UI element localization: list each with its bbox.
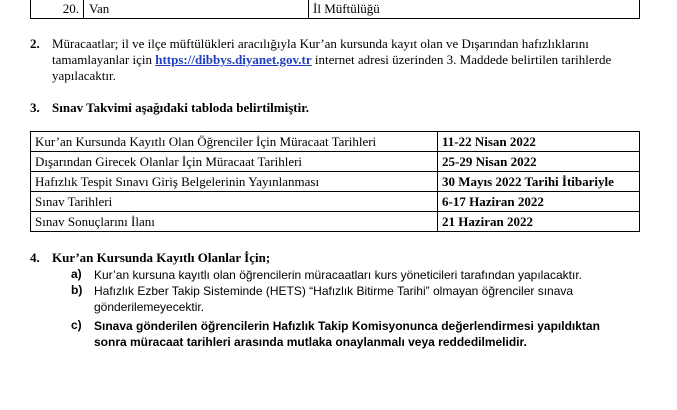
item-c-line-1: Sınava gönderilen öğrencilerin Hafızlık Takip Komisyonunca değerlendirmesi yapıldıktan: [94, 319, 600, 333]
section-2-line-3: yapılacaktır.: [52, 68, 116, 83]
exam-schedule-table: [30, 131, 640, 232]
section-3-number: 3.: [30, 100, 40, 115]
item-c-label: c): [71, 318, 82, 332]
row-province: Van: [84, 0, 309, 18]
section-4-title: Kur’an Kursunda Kayıtlı Olanlar İçin;: [52, 250, 271, 265]
schedule-date: 11-22 Nisan 2022: [438, 132, 640, 152]
section-2-line-1: Müracaatlar; il ve ilçe müftülükleri aracılığıyla Kur’an kursunda kayıt olan ve Dışarından hafızlıklarını: [52, 36, 589, 51]
section-2-number: 2.: [30, 36, 40, 51]
item-b-line-1: Hafızlık Ezber Takip Sisteminde (HETS) “Hafızlık Bitirme Tarihi” olmayan öğrenciler sınava: [94, 284, 574, 298]
item-b-label: b): [71, 283, 83, 297]
dibbys-link[interactable]: https://dibbys.diyanet.gov.tr: [155, 52, 312, 67]
table-row: [31, 212, 640, 232]
row-number: 20.: [31, 0, 84, 18]
table-row: [31, 172, 640, 192]
table-row: [31, 152, 640, 172]
item-b-line-2: gönderilemeyecektir.: [94, 300, 205, 314]
section-3-title: Sınav Takvimi aşağıdaki tabloda belirtilmiştir.: [52, 100, 310, 115]
schedule-item: Hafızlık Tespit Sınavı Giriş Belgelerinin Yayınlanması: [31, 172, 438, 192]
item-c-line-2: sonra müracaat tarihleri arasında mutlaka onaylanmalı veya reddedilmelidir.: [94, 335, 527, 349]
row-office: İl Müftülüğü: [313, 1, 380, 16]
table-row: [31, 132, 640, 152]
schedule-item: Kur’an Kursunda Kayıtlı Olan Öğrenciler İçin Müracaat Tarihleri: [31, 132, 438, 152]
schedule-item: Sınav Sonuçlarını İlanı: [31, 212, 438, 232]
item-a-text: Kur’an kursuna kayıtlı olan öğrencilerin müracaatları kurs yöneticileri tarafından yapılacaktır.: [94, 268, 583, 282]
schedule-date: 30 Mayıs 2022 Tarihi İtibariyle: [438, 172, 640, 192]
section-2-line-2-pre: tamamlayanlar için: [52, 52, 156, 67]
item-a-label: a): [71, 267, 82, 281]
table-row: [31, 192, 640, 212]
schedule-item: Dışarından Girecek Olanlar İçin Müracaat Tarihleri: [31, 152, 438, 172]
schedule-item: Sınav Tarihleri: [31, 192, 438, 212]
section-4-number: 4.: [30, 250, 40, 265]
section-2-line-2: [52, 52, 642, 68]
schedule-date: 21 Haziran 2022: [438, 212, 640, 232]
province-table-last-row: [30, 0, 640, 19]
section-2-line-2-post: internet adresi üzerinden 3. Maddede belirtilen tarihlerde: [311, 52, 612, 67]
schedule-date: 6-17 Haziran 2022: [438, 192, 640, 212]
schedule-date: 25-29 Nisan 2022: [438, 152, 640, 172]
